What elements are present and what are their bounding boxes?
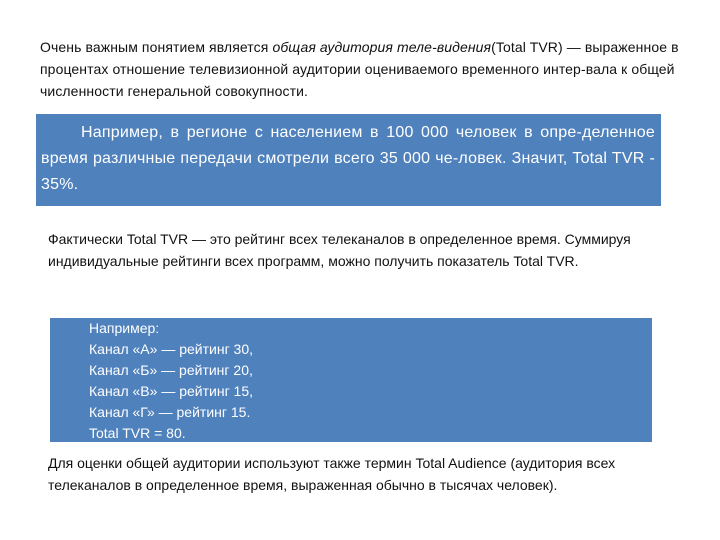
example-box-population (36, 114, 661, 206)
channel-a-rating: Канал «А» — рейтинг 30, (89, 341, 254, 357)
definition-term: общая аудитория теле-видения (272, 39, 492, 55)
definition-text-end: (Total TVR) — выраженное в процентах отношение телевизионной аудитории оцениваемого временного интер-вала к общей численности генеральной совокупности. (40, 39, 679, 99)
total-audience-paragraph: Для оценки общей аудитории используют также термин Total Audience (аудитория всех телеканалов в определенное время, выраженная обычно в тысячах человек). (48, 455, 616, 493)
definition-text-start: Очень важным понятием является (40, 39, 273, 55)
definition-paragraph (40, 36, 680, 102)
channel-g-rating: Канал «Г» — рейтинг 15. (89, 404, 251, 420)
example-box-channels (50, 318, 652, 442)
example-text-population: Например, в регионе с населением в 100 000 человек в опре-деленное время различные передачи смотрели всего 35 000 че-ловек. Значит, Total TVR - 35%. (41, 124, 655, 193)
channel-v-rating: Канал «В» — рейтинг 15, (89, 383, 254, 399)
total-tvr-explanation-paragraph: Фактически Total TVR — это рейтинг всех телеканалов в определенное время. Суммируя индивидуальные рейтинги всех программ, можно получить показатель Total TVR. (48, 231, 631, 269)
example-heading: Например: (89, 320, 160, 336)
channel-b-rating: Канал «Б» — рейтинг 20, (89, 362, 253, 378)
total-tvr-result: Total TVR = 80. (89, 425, 186, 441)
